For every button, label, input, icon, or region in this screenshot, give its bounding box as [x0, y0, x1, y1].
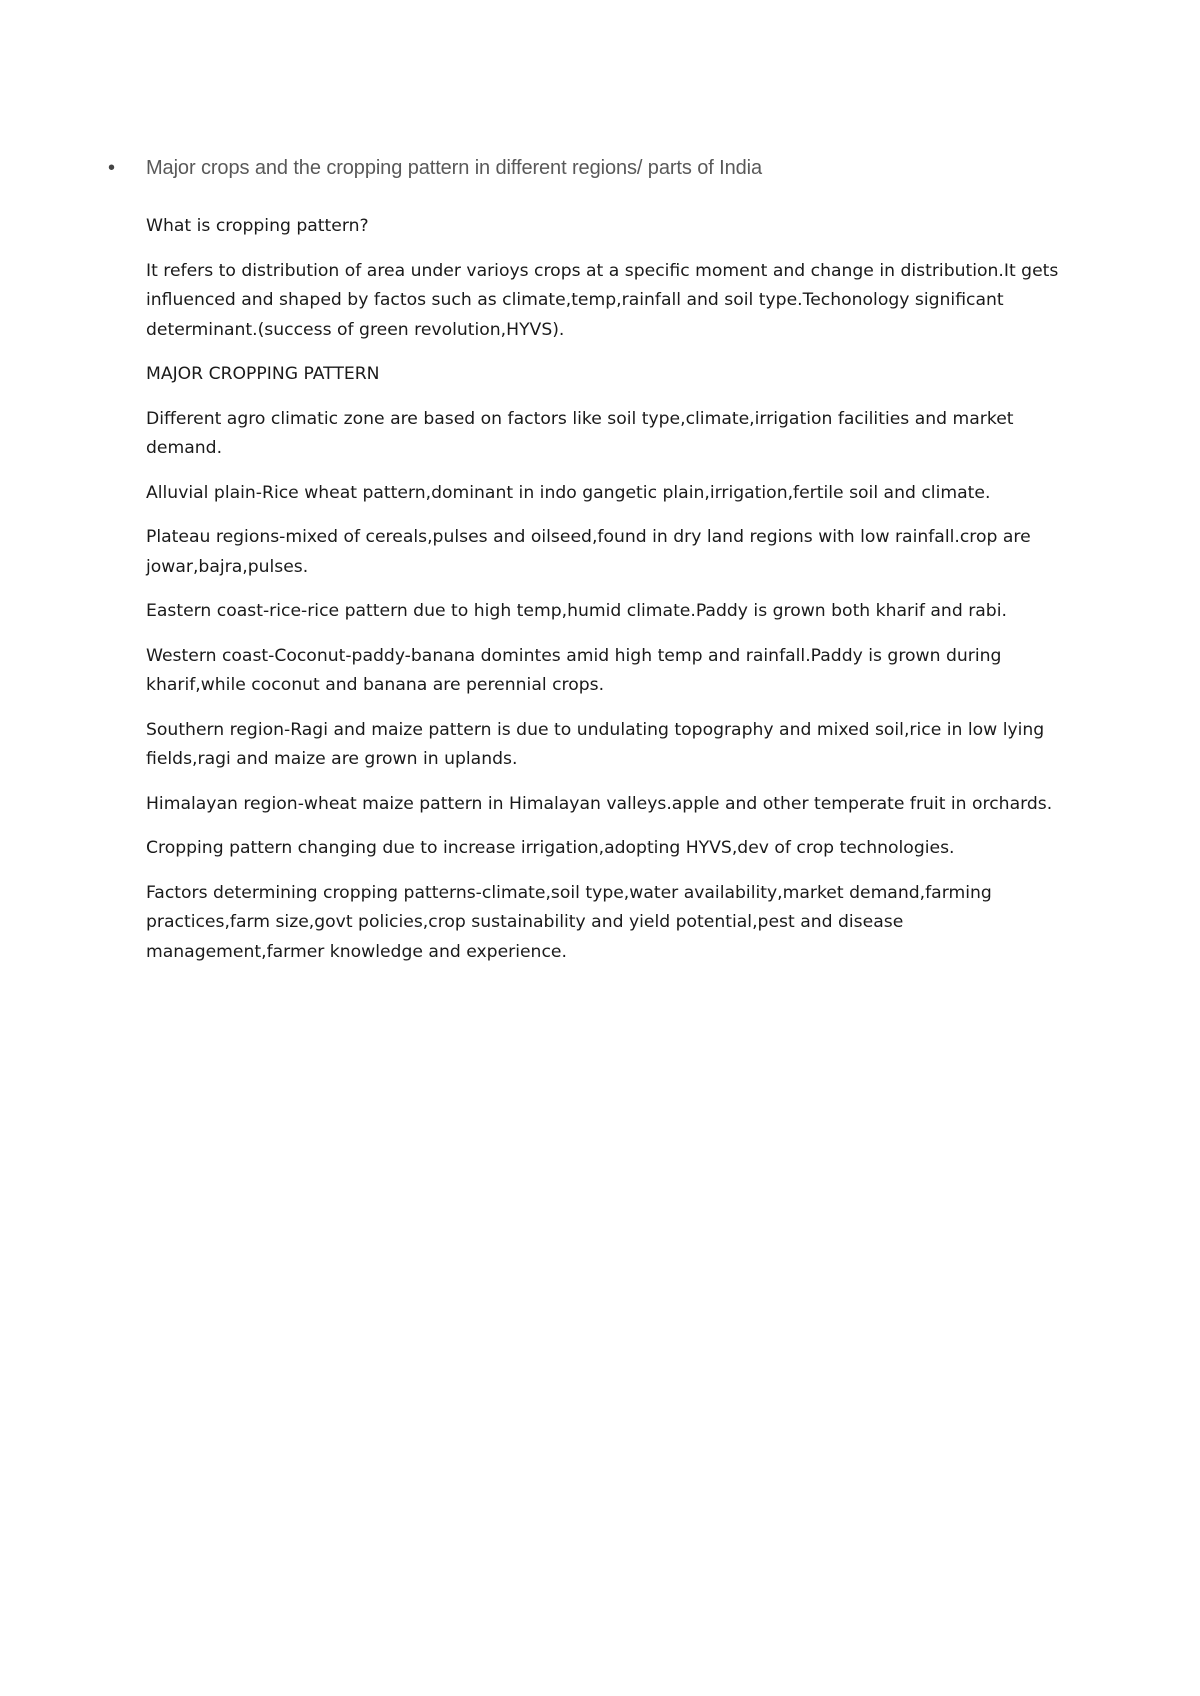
changing-pattern-paragraph: Cropping pattern changing due to increase irrigation,adopting HYVS,dev of crop technologies.	[146, 838, 955, 858]
alluvial-plain-paragraph: Alluvial plain-Rice wheat pattern,dominant in indo gangetic plain,irrigation,fertile soil and climate.	[146, 482, 991, 503]
definition-paragraph: It refers to distribution of area under varioys crops at a specific moment and change in distribution.It gets influenced and shaped by factos such as climate,temp,rainfall and soil type.Techonology significant determinant.(success of green revolution,HYVS).	[146, 260, 1059, 340]
plateau-paragraph: Plateau regions-mixed of cereals,pulses and oilseed,found in dry land regions with low rainfall.crop are jowar,bajra,pulses.	[146, 527, 1031, 577]
eastern-coast-paragraph: Eastern coast-rice-rice pattern due to high temp,humid climate.Paddy is grown both kharif and rabi.	[146, 601, 1007, 621]
southern-region-paragraph: Southern region-Ragi and maize pattern is due to undulating topography and mixed soil,rice in low lying fields,ragi and maize are grown in uplands.	[146, 719, 1045, 769]
himalayan-region-paragraph: Himalayan region-wheat maize pattern in Himalayan valleys.apple and other temperate fruit in orchards.	[146, 793, 1053, 814]
western-coast-paragraph: Western coast-Coconut-paddy-banana domintes amid high temp and rainfall.Paddy is grown during kharif,while coconut and banana are perennial crops.	[146, 645, 1002, 695]
bullet-list-item	[108, 157, 1108, 180]
subheading-paragraph: MAJOR CROPPING PATTERN	[146, 364, 380, 384]
bullet-dot-icon: •	[108, 157, 116, 179]
factors-paragraph: Factors determining cropping patterns-climate,soil type,water availability,market demand,farming practices,farm size,govt policies,crop sustainability and yield potential,pest and disease management,farmer knowledge and experience.	[146, 882, 992, 962]
agro-climatic-paragraph: Different agro climatic zone are based on factors like soil type,climate,irrigation facilities and market demand.	[146, 408, 1014, 458]
document-body	[146, 212, 1066, 982]
question-paragraph: What is cropping pattern?	[146, 216, 369, 236]
section-heading: Major crops and the cropping pattern in different regions/ parts of India	[146, 157, 763, 179]
